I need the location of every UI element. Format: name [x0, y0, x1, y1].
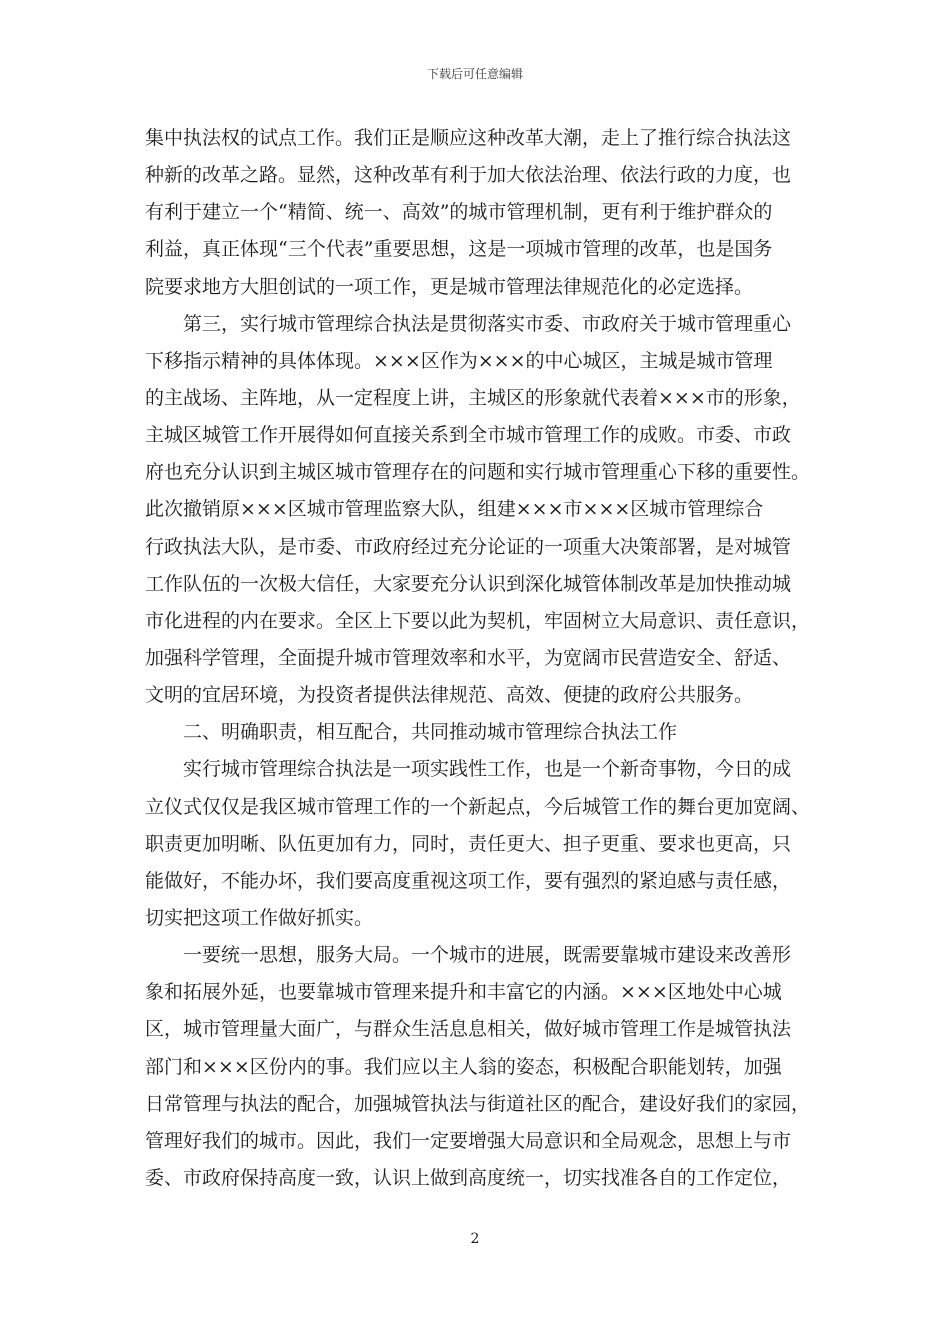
text-line: 主城区城管工作开展得如何直接关系到全市城市管理工作的成败。市委、市政 — [145, 424, 792, 447]
text-line: 府也充分认识到主城区城市管理存在的问题和实行城市管理重心下移的重要性。 — [145, 461, 811, 484]
text-line: 种新的改革之路。显然，这种改革有利于加大依法治理、依法行政的力度，也 — [145, 164, 792, 187]
text-line: 部门和×××区份内的事。我们应以主人翁的姿态，积极配合职能划转，加强 — [145, 1055, 782, 1078]
paragraph-start-line: 一要统一思想，服务大局。一个城市的进展，既需要靠城市建设来改善形 — [183, 944, 792, 967]
text-line: 日常管理与执法的配合，加强城管执法与街道社区的配合，建设好我们的家园， — [145, 1092, 811, 1115]
text-line: 下移指示精神的具体体现。×××区作为×××的中心城区，主城是城市管理 — [145, 349, 773, 372]
document-body — [145, 120, 817, 1197]
paragraph-start-line: 第三，实行城市管理综合执法是贯彻落实市委、市政府关于城市管理重心 — [183, 312, 792, 335]
text-line: 集中执法权的试点工作。我们正是顺应这种改革大潮，走上了推行综合执法这 — [145, 127, 792, 149]
text-line: 行政执法大队，是市委、市政府经过充分论证的一项重大决策部署，是对城管 — [145, 535, 792, 558]
text-line: 象和拓展外延，也要靠城市管理来提升和丰富它的内涵。×××区地处中心城 — [145, 981, 782, 1004]
text-line: 区，城市管理量大面广，与群众生活息息相关，做好城市管理工作是城管执法 — [145, 1018, 792, 1041]
section-heading: 二、明确职责，相互配合，共同推动城市管理综合执法工作 — [183, 721, 678, 744]
text-line: 委、市政府保持高度一致，认识上做到高度统一，切实找准各自的工作定位， — [145, 1166, 792, 1189]
text-line: 能做好，不能办坏，我们要高度重视这项工作，要有强烈的紧迫感与责任感， — [145, 869, 792, 892]
text-line: 此次撤销原×××区城市管理监察大队，组建×××市×××区城市管理综合 — [145, 498, 764, 521]
text-line: 有利于建立一个“精简、统一、高效”的城市管理机制，更有利于维护群众的 — [145, 201, 773, 224]
page-header: 下载后可任意编辑 — [426, 67, 523, 81]
text-line: 的主战场、主阵地，从一定程度上讲，主城区的形象就代表着×××市的形象， — [145, 386, 801, 409]
paragraph-start-line: 实行城市管理综合执法是一项实践性工作，也是一个新奇事物，今日的成 — [183, 758, 792, 781]
text-line: 职责更加明晰、队伍更加有力，同时，责任更大、担子更重、要求也更高，只 — [145, 832, 792, 855]
text-line: 文明的宜居环境，为投资者提供法律规范、高效、便捷的政府公共服务。 — [145, 684, 754, 707]
page-number: 2 — [470, 1231, 480, 1247]
text-line: 工作队伍的一次极大信任，大家要充分认识到深化城管体制改革是加快推动城 — [145, 572, 792, 595]
text-line: 利益，真正体现“三个代表”重要思想，这是一项城市管理的改革，也是国务 — [145, 238, 773, 261]
text-line: 切实把这项工作做好抓实。 — [145, 906, 374, 929]
text-line: 加强科学管理，全面提升城市管理效率和水平，为宽阔市民营造安全、舒适、 — [145, 646, 792, 669]
text-line: 管理好我们的城市。因此，我们一定要增强大局意识和全局观念，思想上与市 — [145, 1129, 792, 1152]
text-line: 立仪式仅仅是我区城市管理工作的一个新起点，今后城管工作的舞台更加宽阔、 — [145, 795, 811, 818]
text-line: 市化进程的内在要求。全区上下要以此为契机，牢固树立大局意识、责任意识， — [145, 609, 811, 632]
text-line: 院要求地方大胆创试的一项工作，更是城市管理法律规范化的必定选择。 — [145, 275, 754, 298]
